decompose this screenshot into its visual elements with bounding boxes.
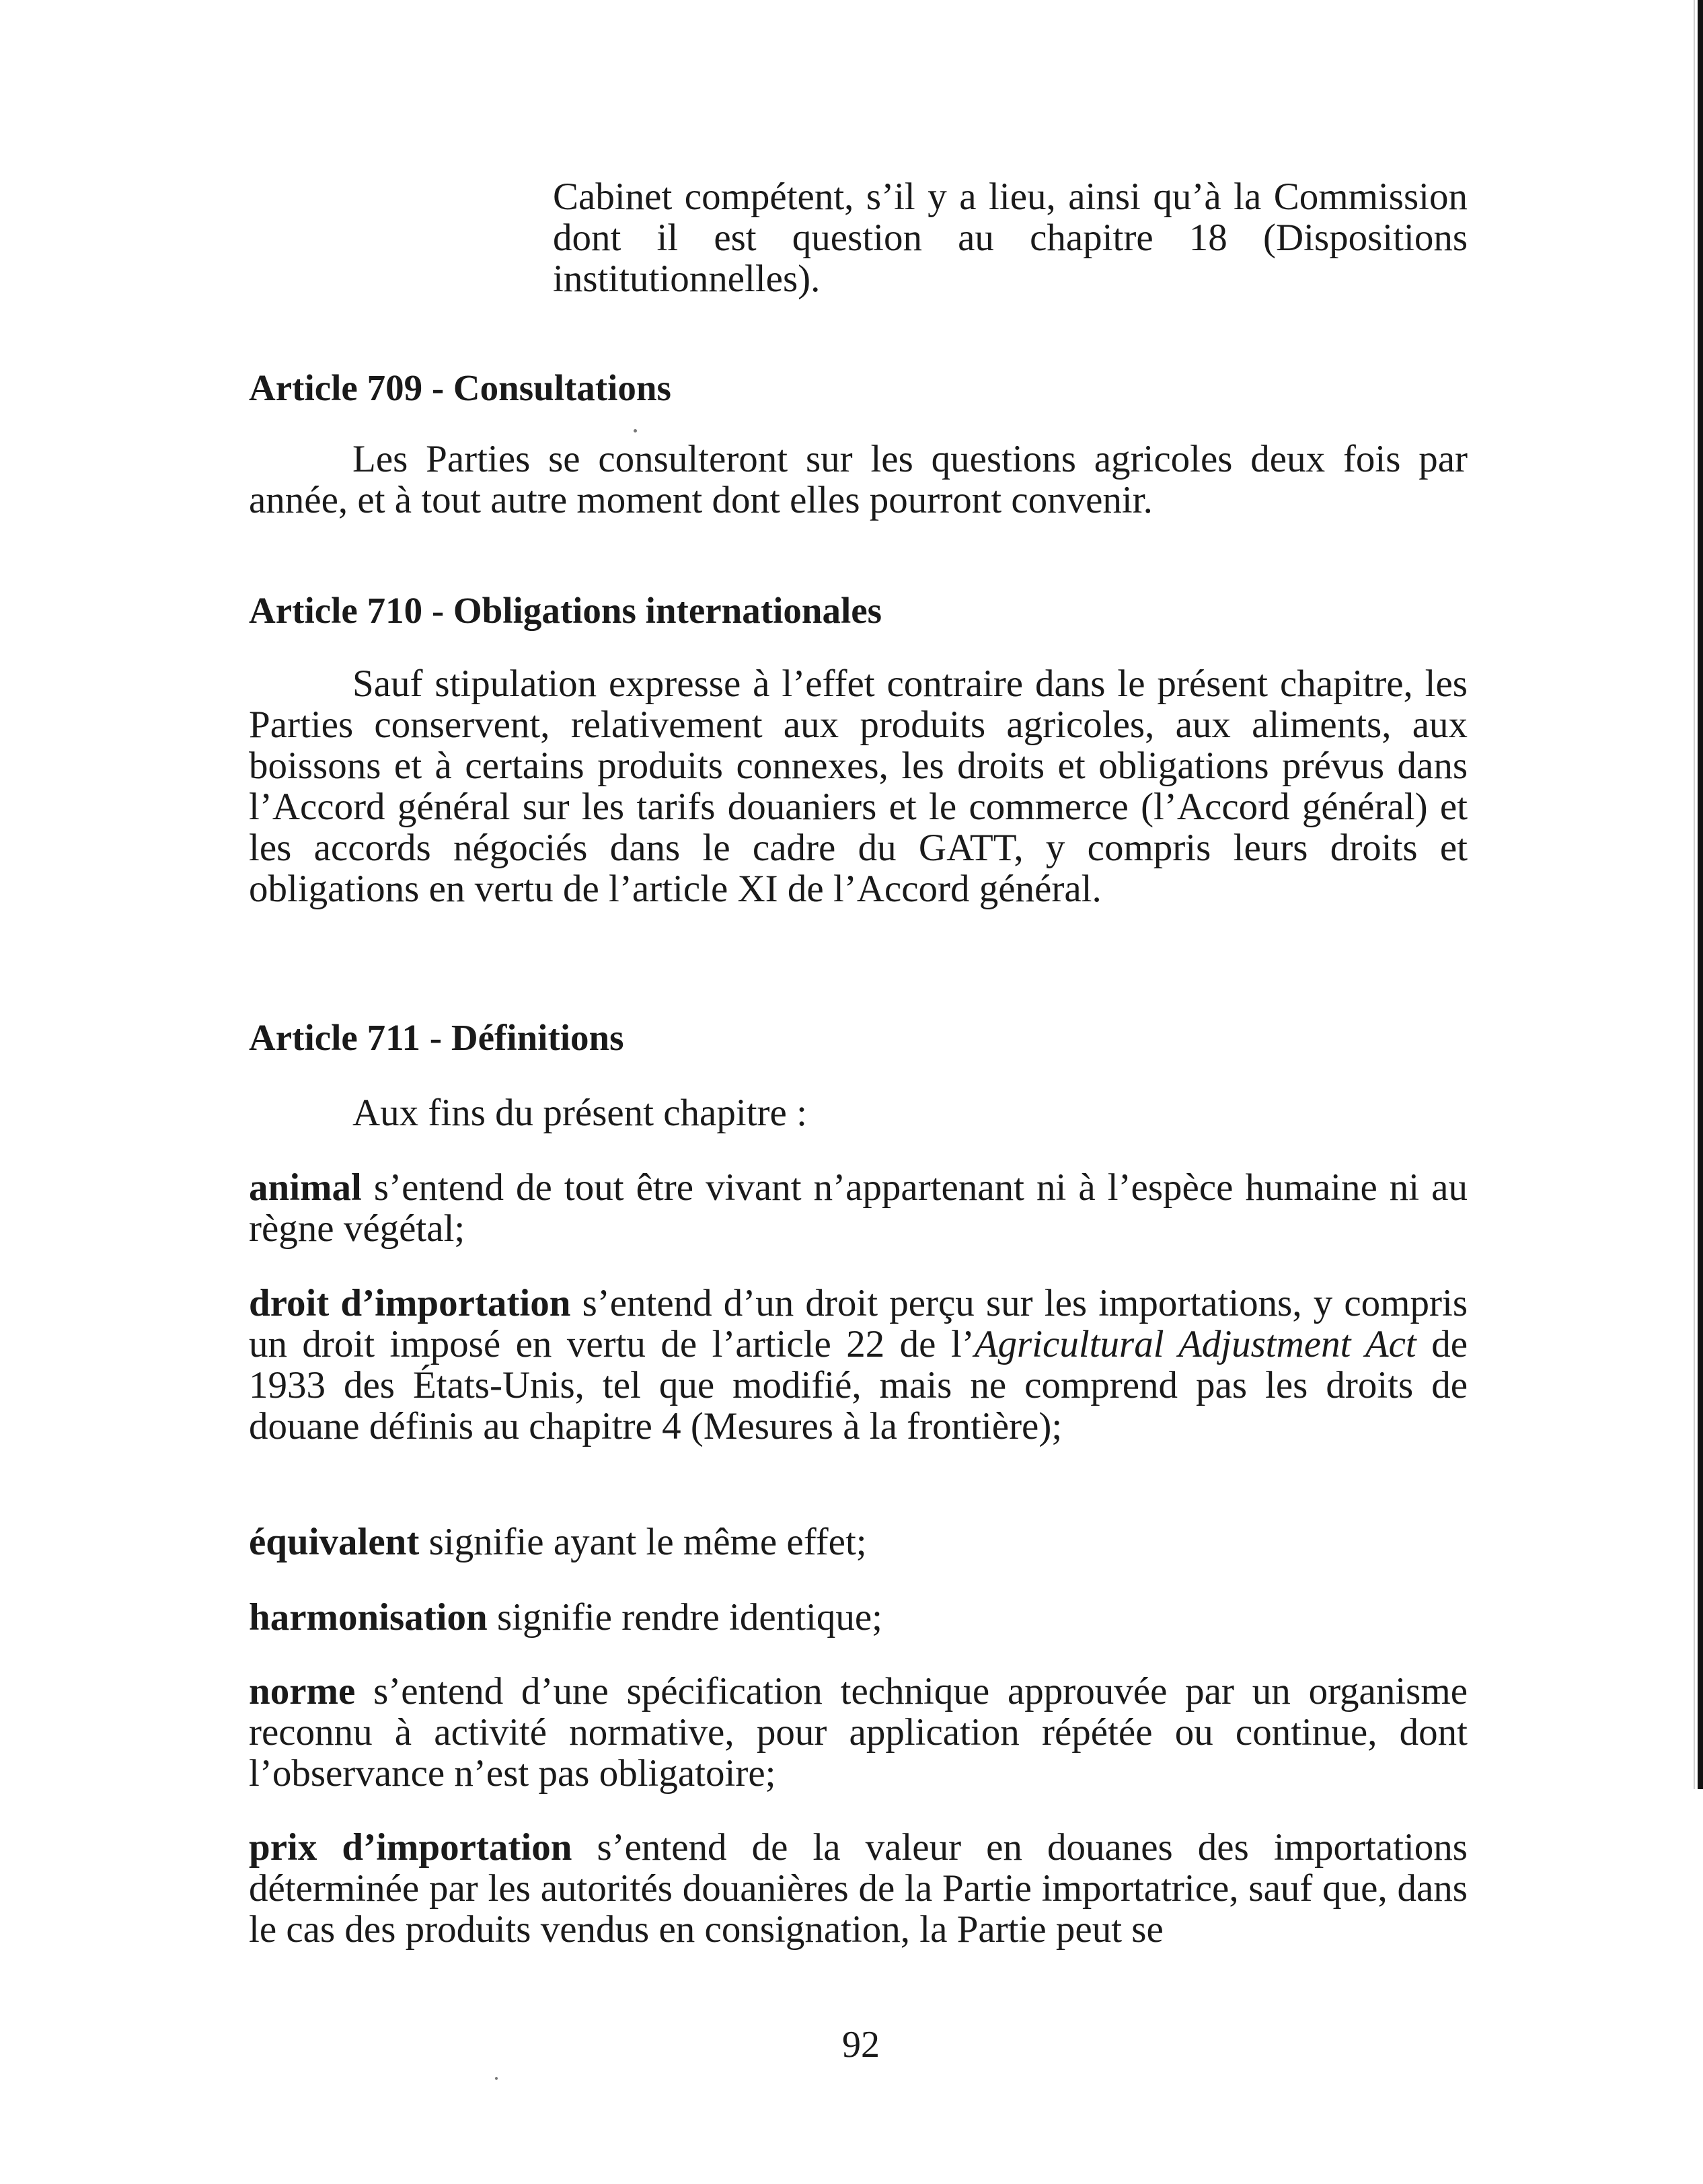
definition-equivalent	[249, 1521, 1468, 1562]
definition-term: droit d’importation	[249, 1282, 571, 1324]
definition-term: équivalent	[249, 1521, 420, 1563]
definition-text: s’entend d’une spécification technique approuvée par un organisme reconnu à activité normative, pour application répétée ou continue, dont l’observance n’est pas obligatoire;	[249, 1670, 1468, 1795]
definition-droit-importation	[249, 1283, 1468, 1447]
definition-text-continued: de 1933 des États-Unis, tel que modifié, mais ne comprend pas les droits de douane définis au chapitre 4 (Mesures à la frontière);	[249, 1323, 1468, 1447]
definition-term: harmonisation	[249, 1596, 488, 1639]
definition-animal	[249, 1167, 1468, 1249]
article-711-heading: Article 711 - Définitions	[249, 1017, 624, 1058]
definition-term: animal	[249, 1166, 362, 1209]
definition-norme	[249, 1671, 1468, 1794]
article-711-intro: Aux fins du présent chapitre :	[352, 1092, 807, 1134]
definition-prix-importation	[249, 1827, 1468, 1950]
scan-speck	[634, 429, 637, 432]
definition-harmonisation	[249, 1597, 1468, 1638]
page-number: 92	[842, 2024, 880, 2066]
scan-edge-shadow	[1698, 0, 1703, 1789]
definition-text: s’entend de la valeur en douanes des importations déterminée par les autorités douanières de la Partie importatrice, sauf que, dans le cas des produits vendus en consignation, la Partie peut se	[249, 1826, 1468, 1951]
continuation-paragraph: Cabinet compétent, s’il y a lieu, ainsi qu’à la Commission dont il est question au chapitre 18 (Dispositions institutionnelles).	[553, 176, 1468, 300]
definition-text: signifie ayant le même effet;	[419, 1521, 867, 1563]
scan-edge-line	[1694, 0, 1695, 1789]
article-709-heading: Article 709 - Consultations	[249, 367, 671, 408]
definition-text: s’entend de tout être vivant n’appartenant ni à l’espèce humaine ni au règne végétal;	[249, 1166, 1468, 1250]
definition-italic-title: Agricultural Adjustment Act	[974, 1323, 1416, 1365]
definition-text: signifie rendre identique;	[487, 1596, 882, 1639]
article-710-body: Sauf stipulation expresse à l’effet contraire dans le présent chapitre, les Parties conservent, relativement aux produits agricoles, aux aliments, aux boissons et à certains produits connexes, les droits et obligations prévus dans l’Accord général sur les tarifs douaniers et le commerce (l’Accord général) et les accords négociés dans le cadre du GATT, y compris leurs droits et obligations en vertu de l’article XI de l’Accord général.	[249, 663, 1468, 910]
article-710-heading: Article 710 - Obligations internationales	[249, 590, 882, 631]
definition-term: prix d’importation	[249, 1826, 572, 1869]
article-709-body: Les Parties se consulteront sur les questions agricoles deux fois par année, et à tout autre moment dont elles pourront convenir.	[249, 438, 1468, 521]
scan-speck	[495, 2077, 498, 2080]
definition-text: s’entend d’un droit perçu sur les importations, y compris un droit imposé en vertu de l’article 22 de l’	[249, 1282, 1468, 1365]
definition-term: norme	[249, 1670, 356, 1712]
